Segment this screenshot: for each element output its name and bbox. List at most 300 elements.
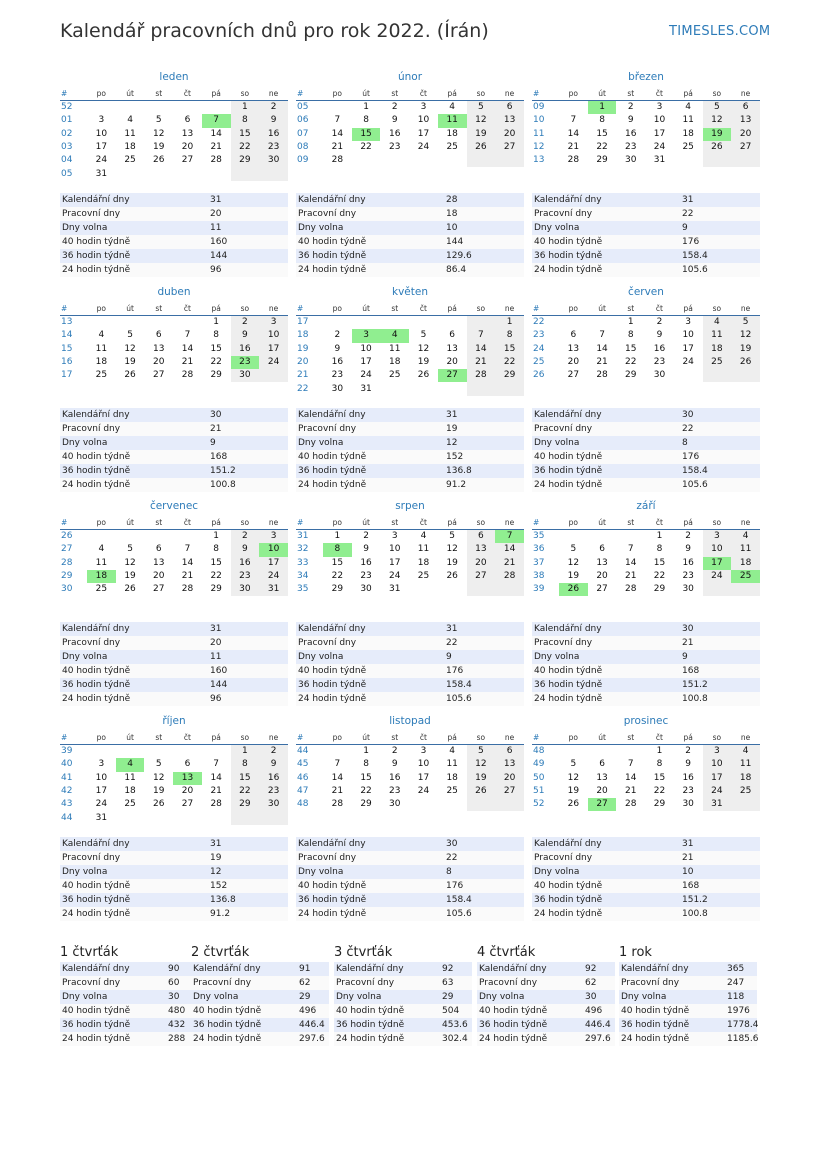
day-cell: 20 <box>731 128 760 141</box>
day-cell: 10 <box>95 128 108 139</box>
stat-value: 19 <box>208 851 288 865</box>
stat-value: 8 <box>444 865 524 879</box>
weekday-header: út <box>588 86 617 101</box>
weekday-header: út <box>116 515 145 530</box>
empty-cell <box>352 316 381 330</box>
day-cell: 26 <box>446 571 458 582</box>
week-number: 10 <box>533 115 545 126</box>
stat-label: Dny volna <box>296 865 444 879</box>
day-cell: 18 <box>417 557 430 568</box>
day-cell: 1 <box>334 531 341 542</box>
stat-label: Kalendářní dny <box>296 193 444 207</box>
weekday-header: st <box>144 301 173 316</box>
day-cell: 20 <box>467 557 496 570</box>
stat-label: Kalendářní dny <box>619 962 725 976</box>
week-row <box>532 369 760 382</box>
day-cell: 10 <box>417 759 430 770</box>
week-row <box>532 154 760 167</box>
stat-label: Kalendářní dny <box>60 193 208 207</box>
weekday-header: po <box>87 86 116 101</box>
stat-label: Dny volna <box>60 436 208 450</box>
empty-cell <box>438 583 467 596</box>
day-cell: 28 <box>495 570 524 583</box>
stat-value: 144 <box>208 249 288 263</box>
day-cell: 21 <box>495 557 524 570</box>
week-number: 50 <box>533 772 545 783</box>
day-cell: 6 <box>184 759 191 770</box>
day-cell: 10 <box>360 343 372 354</box>
stat-value: 144 <box>444 235 524 249</box>
day-cell: 25 <box>731 570 760 583</box>
stat-value: 176 <box>680 450 760 464</box>
day-cell: 22 <box>231 141 260 154</box>
week-number: 52 <box>533 799 545 810</box>
weekday-header: pá <box>438 86 467 101</box>
day-cell: 26 <box>153 155 165 166</box>
stat-label: Dny volna <box>532 221 680 235</box>
month-stats <box>60 622 288 706</box>
stat-label: 36 hodin týdně <box>60 1018 166 1032</box>
week-row <box>296 745 524 759</box>
day-cell: 23 <box>231 356 260 369</box>
empty-cell <box>731 154 760 167</box>
weekday-header: po <box>87 301 116 316</box>
month-stats <box>532 837 760 921</box>
day-cell: 4 <box>731 745 760 759</box>
stat-value: 432 <box>166 1018 198 1032</box>
day-cell: 26 <box>567 799 580 810</box>
weekday-header: po <box>559 301 588 316</box>
day-cell: 27 <box>495 141 524 154</box>
week-number: 01 <box>61 115 73 126</box>
weekday-header: st <box>380 730 409 745</box>
day-cell: 15 <box>653 772 666 783</box>
day-cell: 12 <box>153 128 165 139</box>
weekday-header: # <box>532 301 559 316</box>
weekday-header: čt <box>645 730 674 745</box>
day-cell: 4 <box>449 102 456 113</box>
stat-label: Dny volna <box>60 650 208 664</box>
empty-cell <box>231 811 260 824</box>
stat-label: Kalendářní dny <box>296 837 444 851</box>
day-cell: 23 <box>389 142 401 153</box>
day-cell: 5 <box>570 759 577 770</box>
weekday-header: út <box>352 301 381 316</box>
day-cell: 30 <box>682 584 694 595</box>
day-cell: 15 <box>495 343 524 356</box>
day-cell: 11 <box>446 759 458 770</box>
day-cell: 12 <box>124 557 136 568</box>
weekday-header: út <box>116 730 145 745</box>
day-cell: 22 <box>231 785 260 798</box>
stat-value: 176 <box>444 664 524 678</box>
day-cell: 26 <box>124 370 136 381</box>
month-name: červen <box>628 286 664 298</box>
day-cell: 3 <box>98 759 105 770</box>
stat-label: Dny volna <box>296 436 444 450</box>
day-cell: 5 <box>467 101 496 115</box>
stat-value: 152 <box>208 879 288 893</box>
day-cell: 6 <box>599 544 605 555</box>
month-table <box>532 515 760 596</box>
day-cell: 6 <box>495 101 524 115</box>
week-number: 06 <box>297 115 309 126</box>
day-cell: 7 <box>184 330 191 341</box>
day-cell: 30 <box>331 383 344 394</box>
week-number: 15 <box>61 343 73 354</box>
weekday-header: pá <box>202 86 231 101</box>
day-cell: 26 <box>153 799 165 810</box>
week-row <box>60 114 288 127</box>
day-cell: 3 <box>703 745 732 759</box>
empty-cell <box>495 382 524 395</box>
day-cell: 29 <box>625 370 637 381</box>
quarter-title: 1 rok <box>619 945 652 960</box>
week-row <box>60 772 288 785</box>
stat-label: 24 hodin týdně <box>334 1032 440 1046</box>
stat-value: 168 <box>680 879 760 893</box>
stat-label: 36 hodin týdně <box>532 249 680 263</box>
stat-label: Pracovní dny <box>477 976 583 990</box>
stat-value: 297.6 <box>583 1032 615 1046</box>
quarter-stats <box>334 962 472 1046</box>
empty-cell <box>438 154 467 167</box>
week-number: 37 <box>533 557 545 568</box>
day-cell: 18 <box>124 142 136 153</box>
day-cell: 27 <box>181 155 194 166</box>
weekday-header: st <box>616 301 645 316</box>
stat-value: 63 <box>440 976 472 990</box>
stat-value: 247 <box>725 976 757 990</box>
empty-cell <box>616 530 645 544</box>
day-cell: 23 <box>360 571 372 582</box>
stat-value: 158.4 <box>444 893 524 907</box>
month-stats <box>60 408 288 492</box>
weekday-header: so <box>703 301 732 316</box>
day-cell: 21 <box>210 142 222 153</box>
day-cell: 11 <box>682 115 694 126</box>
week-number: 38 <box>533 571 545 582</box>
weekday-header: čt <box>409 86 438 101</box>
week-row <box>532 543 760 556</box>
weekday-header: ne <box>731 86 760 101</box>
day-cell: 6 <box>731 101 760 115</box>
day-cell: 14 <box>625 557 637 568</box>
empty-cell <box>731 798 760 811</box>
week-row <box>60 758 288 771</box>
day-cell: 20 <box>567 357 580 368</box>
stat-label: Dny volna <box>60 865 208 879</box>
weekday-header: čt <box>409 301 438 316</box>
empty-cell <box>116 167 145 180</box>
week-row <box>296 343 524 356</box>
week-row <box>296 382 524 395</box>
stat-value: 10 <box>444 221 524 235</box>
day-cell: 5 <box>467 745 496 759</box>
weekday-header: st <box>144 730 173 745</box>
day-cell: 27 <box>181 799 194 810</box>
day-cell: 6 <box>599 759 605 770</box>
day-cell: 12 <box>567 557 580 568</box>
day-cell: 20 <box>596 786 608 797</box>
day-cell: 31 <box>259 583 288 596</box>
stat-label: 36 hodin týdně <box>60 678 208 692</box>
month-stats <box>532 622 760 706</box>
weekday-header: ne <box>259 515 288 530</box>
day-cell: 11 <box>124 128 136 139</box>
day-cell: 7 <box>627 544 634 555</box>
day-cell: 11 <box>124 772 136 783</box>
weekday-header: so <box>467 86 496 101</box>
stat-value: 31 <box>444 622 524 636</box>
weekday-header: čt <box>645 515 674 530</box>
stat-label: 36 hodin týdně <box>191 1018 297 1032</box>
stat-value: 20 <box>208 207 288 221</box>
day-cell: 14 <box>181 557 194 568</box>
weekday-header: # <box>296 515 323 530</box>
month-table <box>60 301 288 382</box>
week-row <box>60 570 288 583</box>
day-cell: 16 <box>653 343 666 354</box>
stat-value: 31 <box>680 193 760 207</box>
day-cell: 9 <box>259 114 288 127</box>
weekday-header: so <box>703 730 732 745</box>
month-stats <box>532 193 760 277</box>
empty-cell <box>144 530 173 544</box>
stat-label: 24 hodin týdně <box>532 692 680 706</box>
day-cell: 26 <box>467 141 496 154</box>
stat-value: 31 <box>680 837 760 851</box>
stat-label: 24 hodin týdně <box>60 1032 166 1046</box>
stat-label: Dny volna <box>532 865 680 879</box>
day-cell: 15 <box>331 557 344 568</box>
week-row <box>296 543 524 556</box>
weekday-header: # <box>532 86 559 101</box>
month-name: leden <box>159 71 189 83</box>
day-cell: 2 <box>685 746 692 757</box>
day-cell: 11 <box>438 114 467 127</box>
week-number: 14 <box>61 330 73 341</box>
stat-value: 96 <box>208 692 288 706</box>
day-cell: 29 <box>653 584 666 595</box>
day-cell: 29 <box>210 584 222 595</box>
day-cell: 15 <box>352 128 381 141</box>
stat-label: 40 hodin týdně <box>60 450 208 464</box>
day-cell: 27 <box>153 370 165 381</box>
day-cell: 4 <box>127 115 133 126</box>
day-cell: 5 <box>155 115 162 126</box>
empty-cell <box>116 811 145 824</box>
day-cell: 8 <box>656 544 663 555</box>
day-cell: 8 <box>656 759 663 770</box>
month-1 <box>296 70 524 167</box>
day-cell: 1 <box>363 102 369 113</box>
day-cell: 1 <box>627 317 634 328</box>
stat-label: Dny volna <box>296 221 444 235</box>
stat-label: 36 hodin týdně <box>296 893 444 907</box>
week-number: 51 <box>533 786 545 797</box>
day-cell: 14 <box>467 343 496 356</box>
day-cell: 23 <box>331 370 344 381</box>
day-cell: 10 <box>703 543 732 556</box>
day-cell: 30 <box>231 583 260 596</box>
day-cell: 28 <box>467 369 496 382</box>
day-cell: 22 <box>331 571 344 582</box>
day-cell: 7 <box>570 115 577 126</box>
empty-cell <box>173 316 202 330</box>
weekday-header: čt <box>173 730 202 745</box>
week-number: 12 <box>533 142 545 153</box>
month-table <box>296 301 524 396</box>
day-cell: 29 <box>331 584 344 595</box>
day-cell: 9 <box>685 544 692 555</box>
day-cell: 19 <box>417 357 430 368</box>
day-cell: 9 <box>685 759 692 770</box>
week-row <box>296 369 524 382</box>
day-cell: 25 <box>95 584 108 595</box>
stat-value: 288 <box>166 1032 198 1046</box>
day-cell: 7 <box>334 115 341 126</box>
stat-label: Kalendářní dny <box>60 622 208 636</box>
month-name: září <box>636 500 656 512</box>
quarter-block <box>191 944 329 1046</box>
day-cell: 3 <box>259 316 288 330</box>
empty-cell <box>495 154 524 167</box>
day-cell: 4 <box>420 531 427 542</box>
stat-label: Dny volna <box>296 650 444 664</box>
week-row <box>60 316 288 330</box>
day-cell: 15 <box>231 772 260 785</box>
month-table <box>296 730 524 811</box>
day-cell: 16 <box>259 772 288 785</box>
empty-cell <box>703 154 732 167</box>
day-cell: 6 <box>467 530 496 544</box>
stat-value: 9 <box>444 650 524 664</box>
week-row <box>60 356 288 369</box>
quarter-stats <box>60 962 198 1046</box>
month-7 <box>296 499 524 596</box>
empty-cell <box>438 382 467 395</box>
weekday-header: st <box>616 730 645 745</box>
stat-label: Kalendářní dny <box>334 962 440 976</box>
stat-label: 40 hodin týdně <box>532 879 680 893</box>
day-cell: 22 <box>653 571 666 582</box>
empty-cell <box>495 583 524 596</box>
empty-cell <box>380 316 409 330</box>
stat-label: Dny volna <box>532 436 680 450</box>
month-6 <box>60 499 288 596</box>
stat-label: 24 hodin týdně <box>532 478 680 492</box>
weekday-header: út <box>588 301 617 316</box>
day-cell: 17 <box>682 343 694 354</box>
stat-value: 160 <box>208 235 288 249</box>
brand-logo[interactable]: TIMESLES.COM <box>669 24 771 39</box>
stat-value: 91 <box>297 962 329 976</box>
day-cell: 9 <box>627 115 634 126</box>
day-cell: 29 <box>231 154 260 167</box>
day-cell: 5 <box>449 531 456 542</box>
day-cell: 28 <box>596 370 608 381</box>
day-cell: 3 <box>98 115 105 126</box>
day-cell: 27 <box>731 141 760 154</box>
day-cell: 5 <box>570 544 577 555</box>
stat-value: 446.4 <box>297 1018 329 1032</box>
week-row <box>532 583 760 596</box>
week-row <box>532 530 760 544</box>
weekday-header: čt <box>645 301 674 316</box>
day-cell: 29 <box>653 799 666 810</box>
month-table <box>296 86 524 167</box>
stat-label: 36 hodin týdně <box>532 678 680 692</box>
day-cell: 13 <box>596 557 608 568</box>
stat-label: Dny volna <box>619 990 725 1004</box>
month-name: srpen <box>395 500 425 512</box>
day-cell: 15 <box>210 557 222 568</box>
page-title: Kalendář pracovních dnů pro rok 2022. (Írán) <box>60 20 489 42</box>
day-cell: 15 <box>625 343 637 354</box>
stat-value: 176 <box>444 879 524 893</box>
empty-cell <box>323 745 352 759</box>
stat-label: 36 hodin týdně <box>532 893 680 907</box>
day-cell: 19 <box>467 772 496 785</box>
day-cell: 8 <box>495 329 524 342</box>
day-cell: 7 <box>184 544 191 555</box>
day-cell: 25 <box>124 799 136 810</box>
day-cell: 16 <box>231 343 260 356</box>
day-cell: 8 <box>599 115 605 126</box>
day-cell: 1 <box>656 531 663 542</box>
month-10 <box>296 714 524 811</box>
weekday-header: pá <box>202 301 231 316</box>
day-cell: 19 <box>703 128 732 141</box>
week-row <box>296 785 524 798</box>
day-cell: 17 <box>389 557 401 568</box>
weekday-header: st <box>616 86 645 101</box>
weekday-header: pá <box>674 515 703 530</box>
stat-value: 9 <box>680 650 760 664</box>
weekday-header: so <box>231 86 260 101</box>
month-3 <box>60 285 288 382</box>
day-cell: 30 <box>625 155 637 166</box>
day-cell: 10 <box>95 772 108 783</box>
week-number: 05 <box>297 102 309 113</box>
day-cell: 14 <box>596 343 608 354</box>
weekday-header: so <box>231 730 260 745</box>
day-cell: 10 <box>259 543 288 556</box>
month-stats <box>60 837 288 921</box>
day-cell: 1 <box>231 745 260 759</box>
week-number: 47 <box>297 786 309 797</box>
day-cell: 21 <box>625 786 637 797</box>
week-number: 32 <box>297 544 309 555</box>
empty-cell <box>467 583 496 596</box>
empty-cell <box>674 154 703 167</box>
month-2 <box>532 70 760 167</box>
day-cell: 6 <box>155 330 162 341</box>
day-cell: 20 <box>495 128 524 141</box>
stat-label: 24 hodin týdně <box>60 263 208 277</box>
weekday-header: # <box>60 301 87 316</box>
weekday-header: ne <box>495 301 524 316</box>
day-cell: 16 <box>259 128 288 141</box>
weekday-header: po <box>559 730 588 745</box>
stat-label: 36 hodin týdně <box>296 249 444 263</box>
weekday-header: po <box>559 86 588 101</box>
stat-value: 158.4 <box>680 249 760 263</box>
day-cell: 18 <box>731 772 760 785</box>
empty-cell <box>559 101 588 115</box>
day-cell: 30 <box>259 154 288 167</box>
